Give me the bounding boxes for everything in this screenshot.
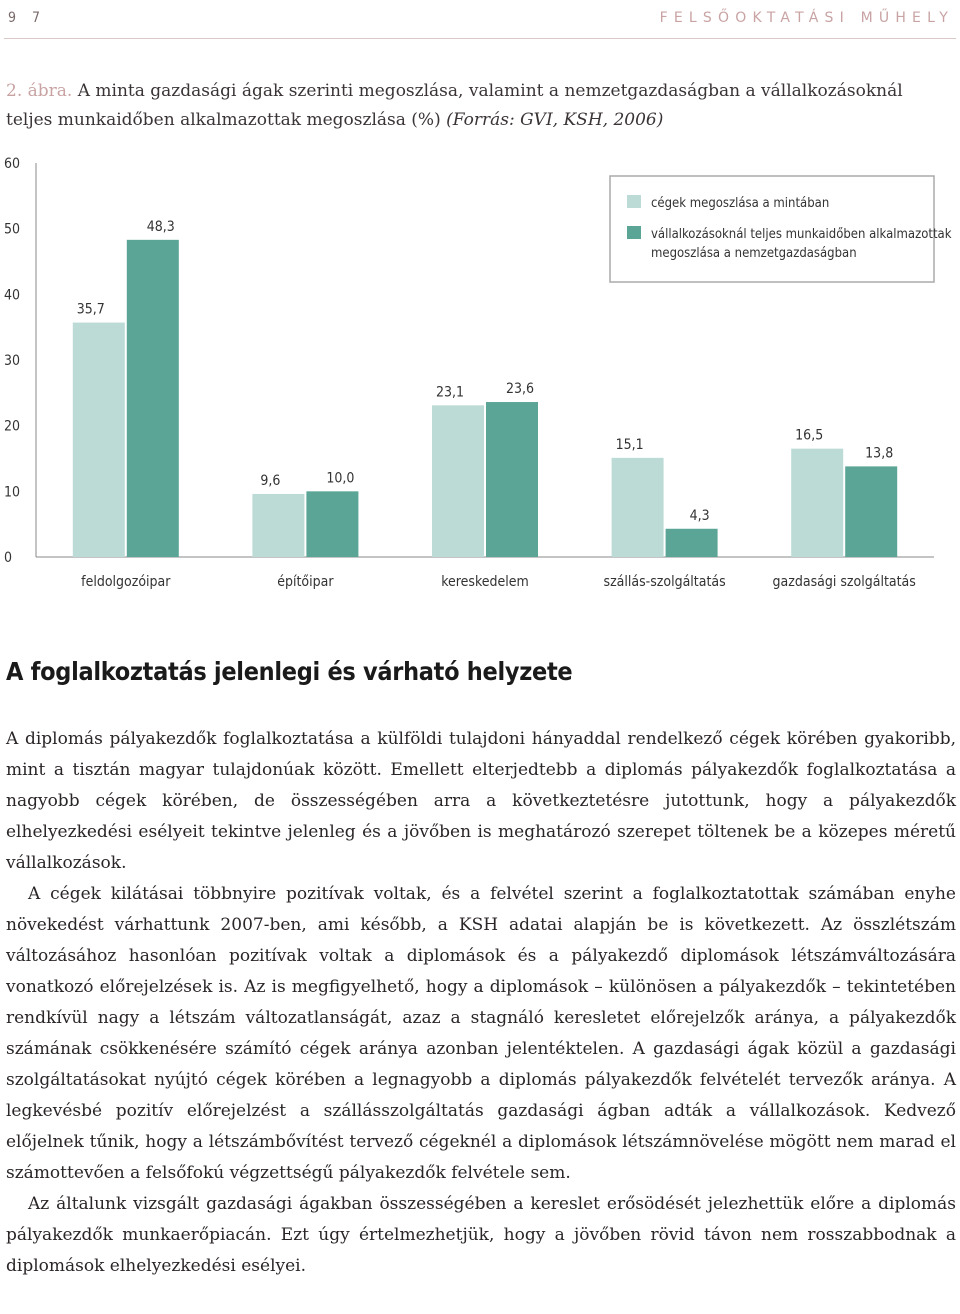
bar-series-2-5 bbox=[845, 466, 897, 557]
header-rule bbox=[4, 38, 956, 39]
figure-caption-text: A minta gazdasági ágak szerinti megoszlása, valamint a nemzetgazdaságban a vállalkozásoknál teljes munkaidőben alkalmazottak megoszlása (%) bbox=[6, 81, 903, 130]
y-tick-label: 10 bbox=[4, 484, 21, 501]
figure-caption bbox=[6, 77, 954, 135]
bar-series-1-3 bbox=[432, 405, 484, 557]
y-tick-label: 40 bbox=[4, 287, 21, 304]
bar-series-1-4 bbox=[612, 458, 664, 557]
y-tick-label: 20 bbox=[4, 418, 21, 435]
value-label-series-1-2: 9,6 bbox=[260, 472, 281, 489]
bar-chart bbox=[0, 150, 960, 610]
page-number: 9 7 bbox=[8, 10, 47, 26]
legend-label-series-1: cégek megoszlása a mintában bbox=[651, 196, 830, 211]
y-tick-label: 0 bbox=[4, 550, 13, 566]
bar-series-1-5 bbox=[791, 449, 843, 557]
paragraph-3: Az általunk vizsgált gazdasági ágakban összességében a kereslet erősödését jelezhettük előre a diplomás pályakezdők munkaerőpiacán. Ezt úgy értelmezhetjük, hogy a jövőben rövid távon nem rosszabbodnak a diplomások elhelyezkedési esélyei. bbox=[6, 1194, 956, 1276]
paragraph-2: A cégek kilátásai többnyire pozitívak voltak, és a felvétel szerint a foglalkoztatottak számában enyhe növekedést várhattunk 2007-ben, ami később, a KSH adatai alapján be is következett. Az összlétszám változásához hasonlóan pozitívak voltak a diplomások és a pályakezdő diplomások létszámváltozására vonatkozó előrejelzések is. Az is megfigyelhető, hogy a diplomások – különösen a pályakezdők – tekintetében rendkívül nagy a létszám változatlanságát, azaz a stagnáló keresletet előrejelzők aránya, a pályakezdők számának csökkenésére számító cégek aránya azonban jelentéktelen. A gazdasági ágak közül a gazdasági szolgáltatásokat nyújtó cégek körében a legnagyobb a diplomás pályakezdők felvételét tervezők aránya. A legkevésbé pozitív előrejelzést a szállásszolgáltatás gazdasági ágban adták a vállalkozások. Kedvező előjelnek tűnik, hogy a létszámbővítést tervező cégeknél a diplomások létszámnövelése mögött nem marad el számottevően a felsőfokú végzettségű pályakezdők felvétele sem. bbox=[6, 884, 956, 1183]
category-label-1: feldolgozóipar bbox=[81, 574, 171, 590]
legend-swatch-series-2 bbox=[627, 226, 641, 239]
legend bbox=[610, 176, 952, 282]
category-label-4: szállás-szolgáltatás bbox=[603, 574, 726, 590]
y-tick-label: 50 bbox=[4, 221, 21, 238]
section-title: A foglalkoztatás jelenlegi és várható helyzete bbox=[6, 657, 573, 686]
category-labels bbox=[81, 574, 916, 590]
bar-series-2-2 bbox=[306, 491, 358, 557]
value-label-series-1-3: 23,1 bbox=[435, 384, 465, 401]
legend-label-series-2-line-1: vállalkozásoknál teljes munkaidőben alkalmazottak bbox=[651, 227, 952, 242]
y-tick-label: 60 bbox=[4, 156, 21, 172]
legend-swatch-series-1 bbox=[627, 195, 641, 208]
value-label-series-2-1: 48,3 bbox=[146, 218, 175, 235]
figure-number: 2. ábra. bbox=[6, 81, 73, 101]
bar-series-2-3 bbox=[486, 402, 538, 557]
value-label-series-1-5: 16,5 bbox=[795, 427, 824, 444]
category-label-5: gazdasági szolgáltatás bbox=[772, 574, 916, 590]
figure-source: (Forrás: GVI, KSH, 2006) bbox=[446, 110, 664, 130]
value-label-series-1-1: 35,7 bbox=[76, 301, 105, 318]
bars bbox=[73, 240, 897, 557]
category-label-2: építőipar bbox=[277, 574, 334, 590]
value-label-series-2-5: 13,8 bbox=[865, 445, 894, 462]
bar-series-2-1 bbox=[127, 240, 179, 557]
bar-series-1-2 bbox=[252, 494, 304, 557]
y-tick-label: 30 bbox=[4, 353, 21, 369]
paragraph-1: A diplomás pályakezdők foglalkoztatása a külföldi tulajdoni hányaddal rendelkező cégek körében gyakoribb, mint a tisztán magyar tulajdonúak között. Emellett elterjedtebb a diplomás pályakezdők foglalkoztatása a nagyobb cégek körében, de összességében arra a következtetésre jutottunk, hogy a pályakezdők elhelyezkedési esélyeit tekintve jelenleg és a jövőben is meghatározó szerepet töltenek be a közepes méretű vállalkozások. bbox=[6, 729, 956, 873]
value-label-series-1-4: 15,1 bbox=[615, 436, 644, 453]
bar-series-2-4 bbox=[666, 529, 718, 557]
bar-series-1-1 bbox=[73, 323, 125, 557]
value-label-series-2-3: 23,6 bbox=[505, 381, 535, 398]
value-label-series-2-2: 10,0 bbox=[326, 470, 355, 487]
body-text bbox=[6, 724, 956, 1282]
legend-label-series-2-line-2: megoszlása a nemzetgazdaságban bbox=[651, 246, 857, 261]
category-label-3: kereskedelem bbox=[441, 574, 529, 590]
journal-title: FELSŐOKTATÁSI MŰHELY bbox=[659, 10, 954, 26]
value-label-series-2-4: 4,3 bbox=[689, 507, 710, 524]
